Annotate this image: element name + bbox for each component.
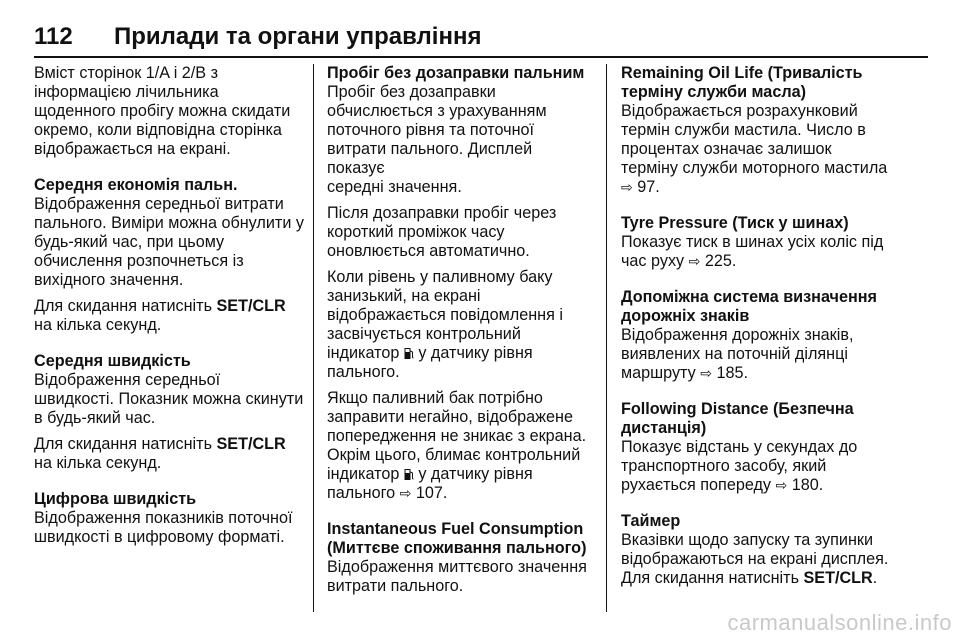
page-reference-link[interactable]: 225. (704, 252, 737, 270)
section-heading-avg-speed: Середня швидкість (34, 352, 191, 370)
follow-text-part: Показує відстань у секундах до транспортного засобу, який рухається попереду (621, 438, 858, 494)
section-heading-following-distance: Following Distance (Безпечна дистанція) (621, 400, 854, 437)
page-reference-link[interactable]: 107. (415, 484, 448, 502)
low-fuel-text-part: Коли рівень у паливному баку занизький, на екрані відображається повідомлення і засвічується контрольний індикатор (327, 268, 563, 362)
sign-text-part: Відображення дорожніх знаків, виявлених на поточній ділянці маршруту (621, 326, 854, 382)
set-clr-key: SET/CLR (216, 435, 286, 453)
tyre-text-part: Показує тиск в шинах усіх коліс під час руху (621, 233, 884, 270)
page-number: 112 (34, 23, 73, 50)
refuel-now-text (327, 389, 593, 503)
traffic-sign-text (621, 326, 893, 383)
intro-paragraph: Вміст сторінок 1/A і 2/B з інформацією лічильника щоденного пробігу можна скидати окремо, коли відповідна сторінка відображається на екрані. (34, 64, 291, 158)
page-reference-arrow-icon: ⇨ (399, 485, 412, 501)
avg-speed-reset (34, 435, 306, 473)
page-reference-link[interactable]: 180. (791, 476, 824, 494)
fuel-pump-icon (404, 467, 414, 480)
tyre-pressure-text (621, 233, 893, 271)
avg-economy-text: Відображення середньої витрати пального. Виміри можна обнулити у будь-який час, при цьому обчислення розпочнеться із вихідного значення. (34, 195, 304, 289)
page-reference-arrow-icon: ⇨ (775, 477, 788, 493)
range-text: Пробіг без дозаправки обчислюється з урахуванням поточного рівня та поточної витрати пального. Дисплей показує середні значення. (327, 83, 547, 196)
refuel-text-part: у датчику рівня пального (327, 465, 533, 502)
page-reference-link[interactable]: 185. (716, 364, 748, 382)
page-reference-arrow-icon: ⇨ (700, 365, 712, 381)
column-3 (621, 64, 893, 595)
section-heading-digital-speed: Цифрова швидкість (34, 490, 197, 508)
avg-economy-reset (34, 297, 306, 335)
reset-instruction: Для скидання натисніть (34, 435, 217, 453)
oil-life-text-part: Відображається розрахунковий термін служби мастила. Число в процентах означає залишок терміну служби моторного мастила (621, 102, 888, 177)
page-title: Прилади та органи управління (114, 23, 482, 50)
section-heading-timer: Таймер (621, 512, 681, 530)
watermark: carmanualsonline.info (727, 610, 952, 635)
refuel-text-part: Якщо паливний бак потрібно заправити негайно, відображене попередження не зникає з екрана. Окрім цього, блимає контрольний індикатор (327, 389, 587, 483)
timer-text-part: Вказівки щодо запуску та зупинки відображаються на екрані дисплея. Для скидання натисніть (621, 531, 889, 587)
set-clr-key: SET/CLR (216, 297, 286, 315)
low-fuel-text-part: у датчику рівня пального. (327, 344, 533, 381)
fuel-pump-icon (404, 346, 414, 359)
set-clr-key: SET/CLR (803, 569, 873, 587)
reset-duration: на кілька секунд. (34, 454, 162, 472)
column-divider (313, 64, 314, 612)
section-heading-tyre-pressure: Tyre Pressure (Тиск у шинах) (621, 214, 849, 232)
timer-text (621, 531, 893, 588)
low-fuel-text (327, 268, 593, 382)
range-update-text: Після дозаправки пробіг через короткий проміжок часу оновлюється автоматично. (327, 204, 557, 260)
section-heading-oil-life: Remaining Oil Life (Тривалість терміну служби масла) (621, 64, 863, 101)
page-header (34, 22, 928, 58)
oil-life-text (621, 102, 893, 197)
reset-instruction: Для скидання натисніть (34, 297, 217, 315)
section-heading-avg-economy: Середня економія пальн. (34, 176, 238, 194)
column-1 (34, 64, 306, 554)
page-reference-arrow-icon: ⇨ (688, 253, 701, 269)
section-heading-instant-consumption: Instantaneous Fuel Consumption (Миттєве споживання пального) (327, 520, 587, 557)
timer-text-part: . (872, 569, 878, 587)
page-reference-link[interactable]: 97. (637, 178, 660, 196)
avg-speed-text: Відображення середньої швидкості. Показник можна скинути в будь-який час. (34, 371, 304, 427)
column-divider (606, 64, 607, 612)
section-heading-traffic-sign: Допоміжна система визначення дорожніх знаків (621, 288, 877, 325)
reset-duration: на кілька секунд. (34, 316, 162, 334)
instant-consumption-text: Відображення миттєвого значення витрати пального. (327, 558, 587, 595)
following-distance-text (621, 438, 893, 495)
section-heading-range: Пробіг без дозаправки пальним (327, 64, 585, 82)
column-2 (327, 64, 593, 603)
page-reference-arrow-icon: ⇨ (621, 179, 633, 195)
digital-speed-text: Відображення показників поточної швидкості в цифровому форматі. (34, 509, 293, 546)
